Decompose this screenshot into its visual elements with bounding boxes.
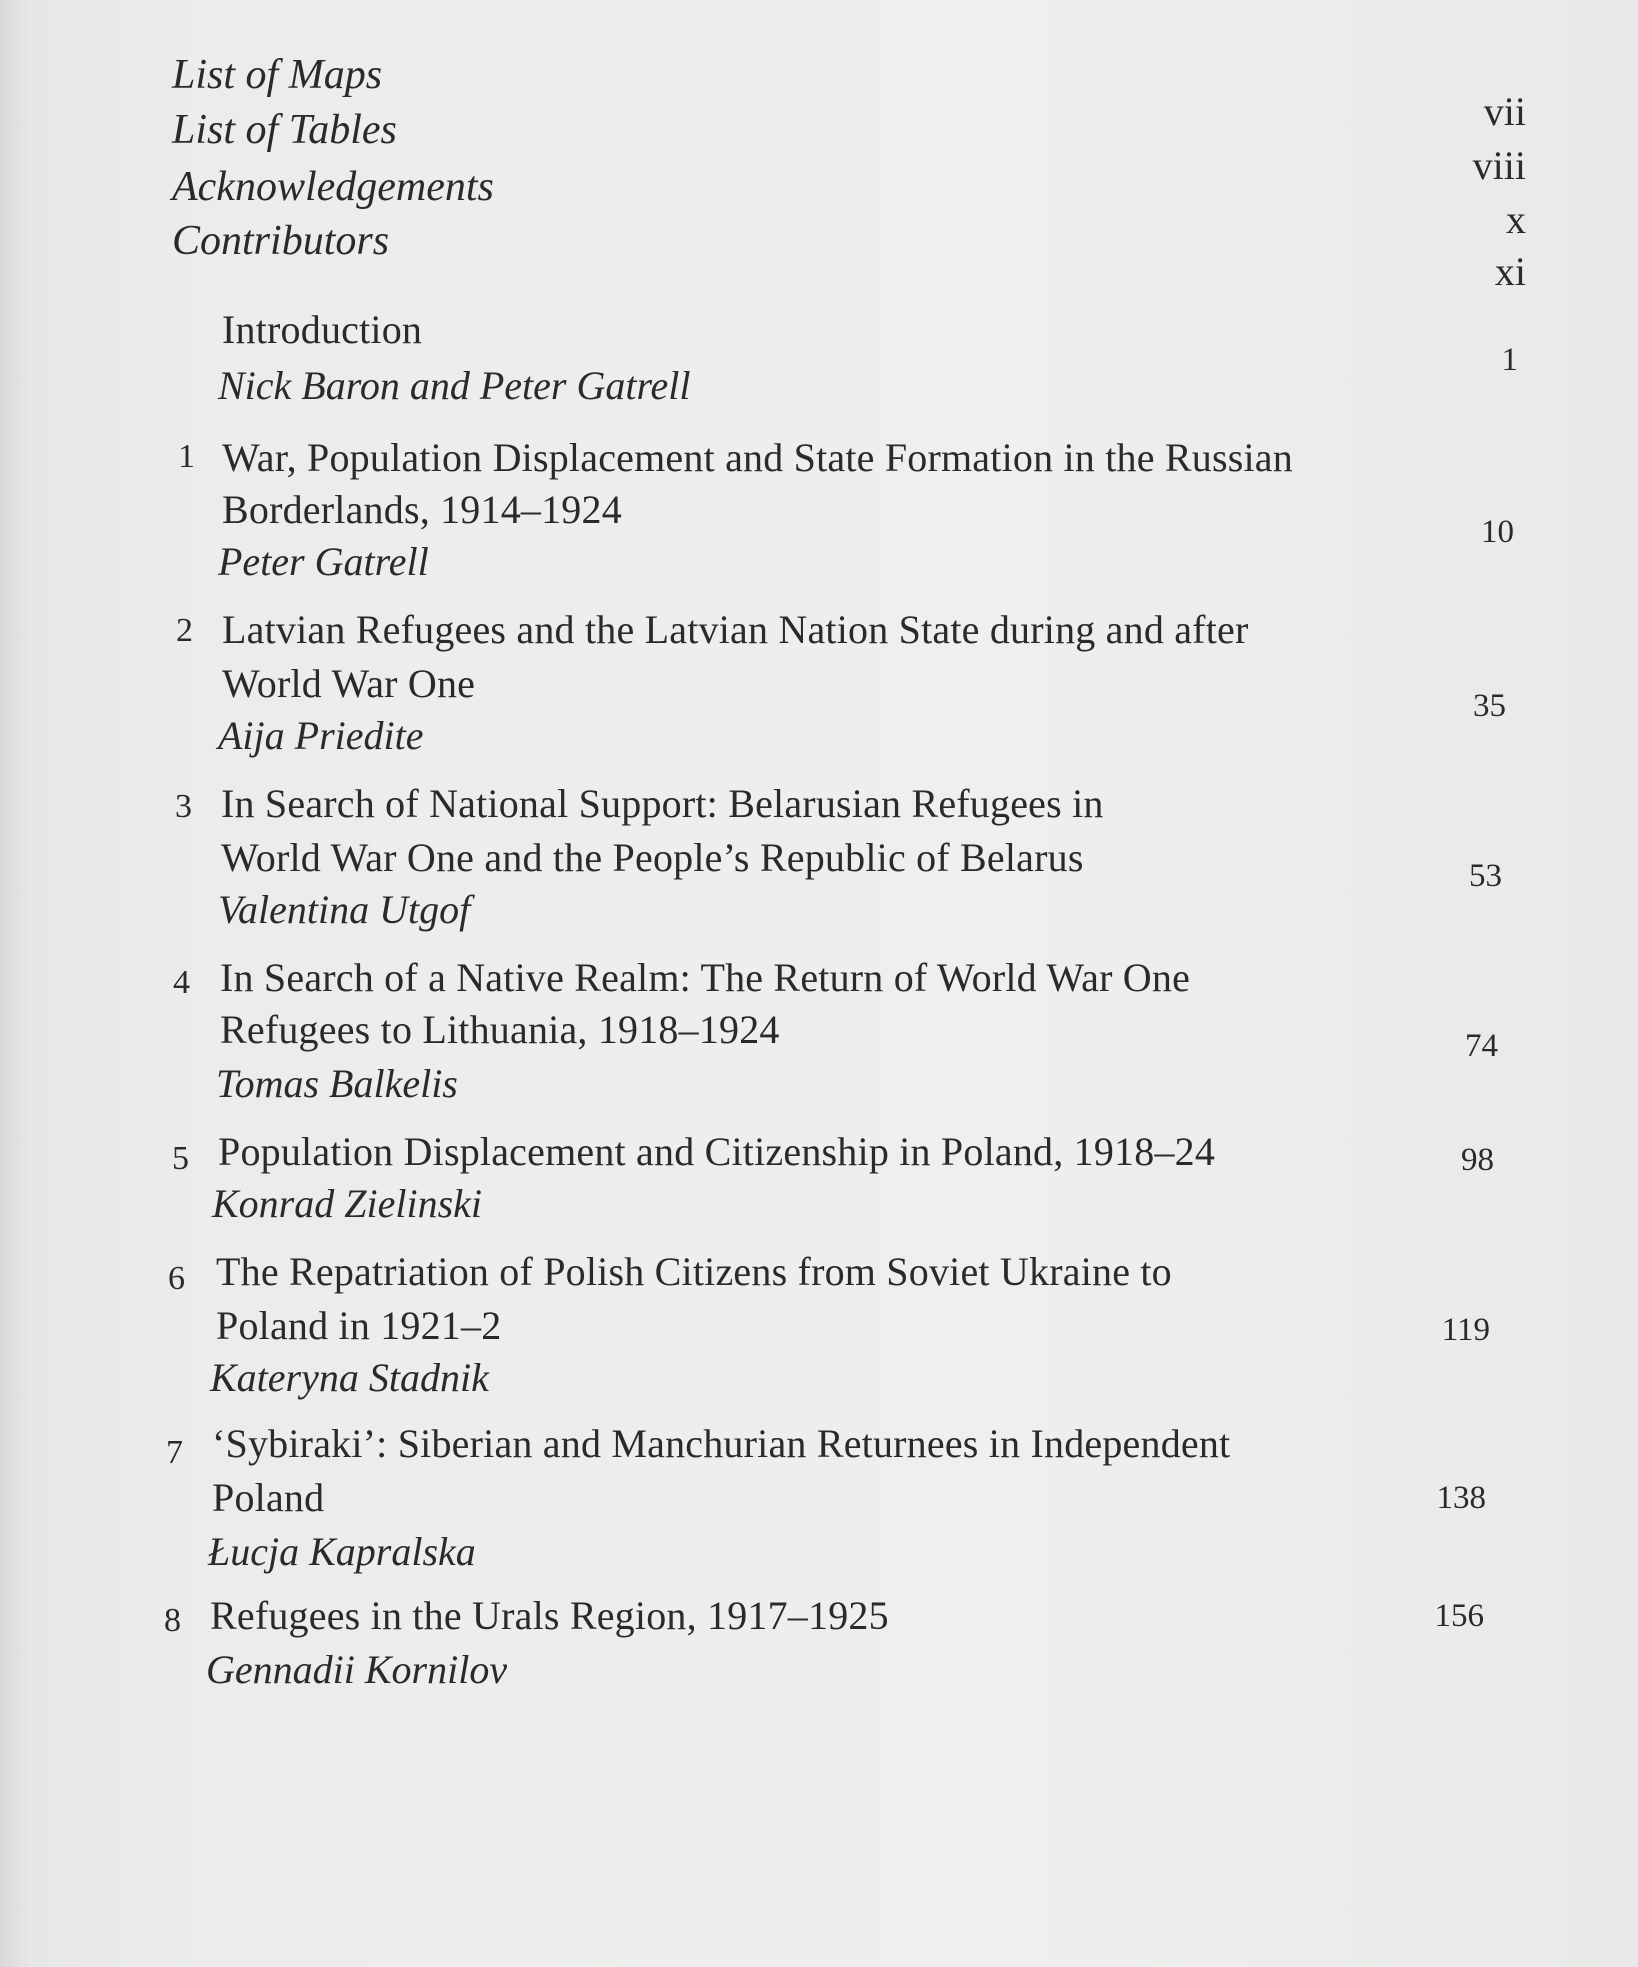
chapter-page: 119 — [1441, 1312, 1490, 1348]
chapter-number: 3 — [175, 788, 192, 825]
chapter-number: 7 — [166, 1434, 183, 1471]
fm-title-contributors: Contributors — [172, 218, 390, 264]
chapter-page: 35 — [1473, 688, 1506, 724]
chapter-title-line-1: In Search of a Native Realm: The Return of World War One — [220, 955, 1191, 1000]
chapter-author: Peter Gatrell — [218, 539, 429, 584]
chapter-page: 98 — [1461, 1142, 1494, 1178]
fm-page-list-of-tables: viii — [1472, 143, 1526, 188]
chapter-title-line-2: World War One and the People’s Republic of Belarus — [221, 835, 1084, 880]
chapter-title-line-1: Population Displacement and Citizenship in Poland, 1918–24 — [218, 1129, 1216, 1174]
chapter-title-line-1: ‘Sybiraki’: Siberian and Manchurian Returnees in Independent — [212, 1421, 1231, 1466]
chapter-title-line-1: In Search of National Support: Belarusian Refugees in — [221, 781, 1104, 826]
chapter-title-line-2: World War One — [222, 661, 476, 706]
chapter-page: 10 — [1481, 514, 1514, 550]
chapter-title-line-2: Refugees to Lithuania, 1918–1924 — [220, 1007, 780, 1052]
chapter-title-line-1: Refugees in the Urals Region, 1917–1925 — [210, 1593, 889, 1638]
chapter-number: 4 — [173, 964, 190, 1001]
chapter-author: Valentina Utgof — [218, 887, 471, 932]
chapter-author: Kateryna Stadnik — [210, 1355, 489, 1400]
chapter-title-line-1: The Repatriation of Polish Citizens from Soviet Ukraine to — [216, 1249, 1172, 1294]
chapter-number: 1 — [178, 438, 195, 475]
fm-title-list-of-tables: List of Tables — [172, 107, 397, 153]
chapter-number: 2 — [176, 612, 193, 649]
introduction-page: 1 — [1501, 342, 1518, 378]
introduction-title: Introduction — [222, 307, 423, 352]
chapter-title-line-2: Poland — [212, 1475, 325, 1520]
chapter-title-line-1: War, Population Displacement and State Formation in the Russian — [222, 435, 1293, 480]
chapter-author: Łucja Kapralska — [208, 1529, 476, 1574]
chapter-author: Konrad Zielinski — [212, 1181, 483, 1226]
chapter-page: 74 — [1465, 1028, 1498, 1064]
fm-page-acknowledgements: x — [1506, 197, 1526, 242]
chapter-number: 8 — [164, 1602, 181, 1639]
fm-title-list-of-maps: List of Maps — [172, 52, 383, 98]
chapter-author: Gennadii Kornilov — [206, 1647, 508, 1692]
chapter-page: 138 — [1436, 1480, 1486, 1516]
chapter-title-line-2: Poland in 1921–2 — [216, 1303, 502, 1348]
chapter-author: Aija Priedite — [218, 713, 424, 758]
fm-title-acknowledgements: Acknowledgements — [172, 164, 494, 210]
chapter-author: Tomas Balkelis — [216, 1061, 458, 1106]
introduction-author: Nick Baron and Peter Gatrell — [218, 363, 691, 408]
chapter-page: 156 — [1434, 1598, 1484, 1634]
fm-page-list-of-maps: vii — [1483, 89, 1526, 134]
fm-page-contributors: xi — [1494, 249, 1526, 294]
chapter-number: 6 — [168, 1260, 185, 1297]
chapter-page: 53 — [1469, 858, 1502, 894]
chapter-title-line-2: Borderlands, 1914–1924 — [222, 487, 622, 532]
chapter-number: 5 — [172, 1140, 189, 1177]
chapter-title-line-1: Latvian Refugees and the Latvian Nation State during and after — [222, 607, 1249, 652]
